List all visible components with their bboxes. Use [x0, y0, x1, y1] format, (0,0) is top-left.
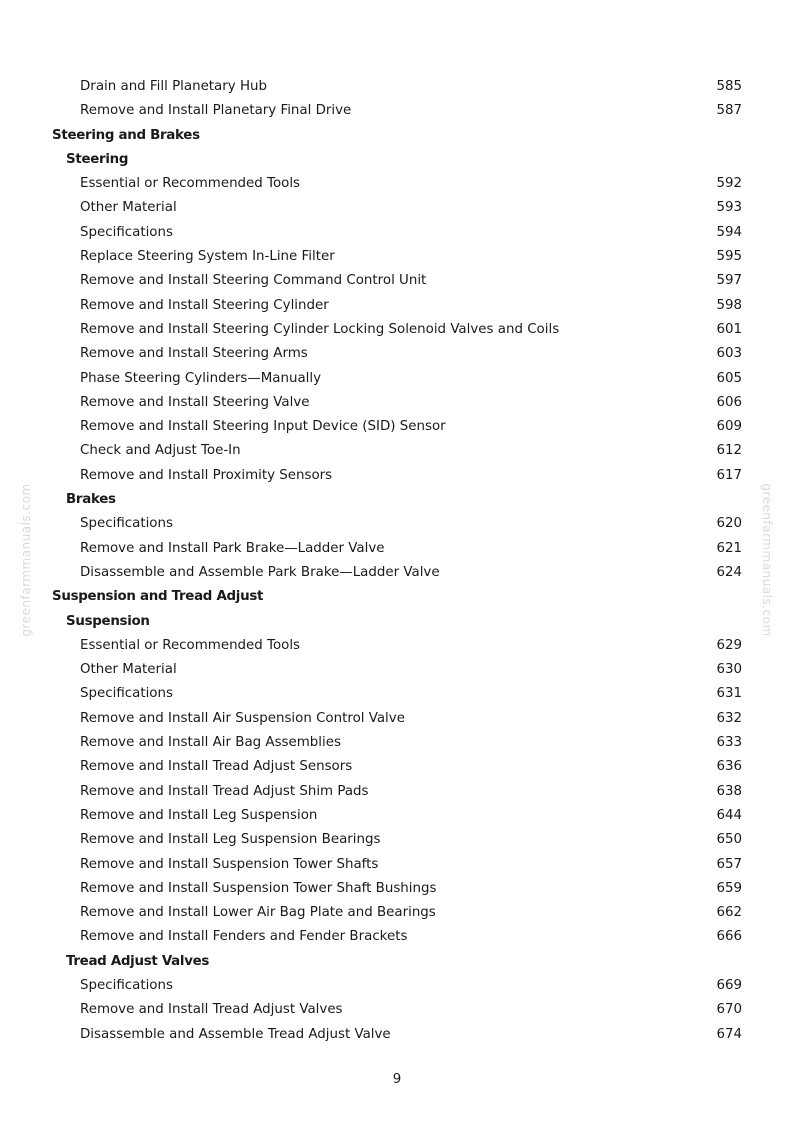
toc-entry-title: Remove and Install Steering Cylinder Locking Solenoid Valves and Coils [80, 321, 560, 337]
toc-entry[interactable] [0, 391, 794, 415]
toc-entry-title: Disassemble and Assemble Park Brake—Ladder Valve [80, 564, 440, 580]
toc-entry-title: Specifications [80, 977, 173, 993]
toc-entry-title: Suspension and Tread Adjust [52, 589, 264, 605]
toc-entry-title: Remove and Install Fenders and Fender Brackets [80, 929, 408, 945]
toc-entry-title: Remove and Install Leg Suspension [80, 807, 318, 823]
toc-entry-page-number: 595 [716, 249, 742, 265]
toc-entry-page-number: 662 [716, 905, 742, 921]
toc-entry[interactable] [0, 901, 794, 925]
toc-entry-title: Remove and Install Planetary Final Drive [80, 103, 352, 119]
toc-entry-title: Specifications [80, 516, 173, 532]
toc-entry[interactable] [0, 342, 794, 366]
toc-entry[interactable] [0, 658, 794, 682]
page-number: 9 [392, 1072, 402, 1087]
toc-entry[interactable] [0, 707, 794, 731]
toc-entry[interactable] [0, 245, 794, 269]
toc-entry-page-number: 666 [716, 929, 742, 945]
toc-entry[interactable] [0, 294, 794, 318]
toc-entry-page-number: 657 [716, 856, 742, 872]
toc-entry-title: Remove and Install Leg Suspension Bearings [80, 832, 381, 848]
toc-entry-page-number: 605 [716, 370, 742, 386]
watermark-right: greenfarmmanuals.com [760, 483, 774, 637]
toc-entry[interactable] [0, 318, 794, 342]
toc-entry-page-number: 620 [716, 516, 742, 532]
toc-entry[interactable] [0, 998, 794, 1022]
toc-entry-title: Remove and Install Proximity Sensors [80, 467, 333, 483]
toc-section-heading [0, 124, 794, 148]
toc-entry[interactable] [0, 537, 794, 561]
toc-entry-title: Remove and Install Suspension Tower Shaft Bushings [80, 880, 437, 896]
table-of-contents [0, 75, 794, 1047]
toc-subsection-heading [0, 148, 794, 172]
toc-entry-page-number: 624 [716, 564, 742, 580]
toc-subsection-heading [0, 950, 794, 974]
toc-entry[interactable] [0, 221, 794, 245]
toc-entry[interactable] [0, 172, 794, 196]
toc-entry-title: Specifications [80, 224, 173, 240]
toc-entry[interactable] [0, 634, 794, 658]
toc-entry-page-number: 617 [716, 467, 742, 483]
toc-entry[interactable] [0, 196, 794, 220]
toc-entry-page-number: 592 [716, 176, 742, 192]
toc-entry[interactable] [0, 974, 794, 998]
toc-entry-title: Suspension [66, 613, 150, 629]
watermark-left: greenfarmmanuals.com [19, 483, 33, 637]
toc-entry-page-number: 612 [716, 443, 742, 459]
toc-entry-page-number: 594 [716, 224, 742, 240]
toc-entry-page-number: 609 [716, 419, 742, 435]
toc-entry-title: Steering and Brakes [52, 127, 200, 143]
toc-entry-page-number: 587 [716, 103, 742, 119]
toc-entry-title: Remove and Install Tread Adjust Shim Pads [80, 783, 369, 799]
toc-entry-page-number: 606 [716, 394, 742, 410]
toc-entry-title: Remove and Install Park Brake—Ladder Valve [80, 540, 385, 556]
toc-entry[interactable] [0, 99, 794, 123]
toc-entry-page-number: 598 [716, 297, 742, 313]
toc-entry-title: Phase Steering Cylinders—Manually [80, 370, 322, 386]
toc-entry-page-number: 670 [716, 1002, 742, 1018]
toc-entry[interactable] [0, 269, 794, 293]
toc-entry-title: Remove and Install Suspension Tower Shafts [80, 856, 379, 872]
toc-entry[interactable] [0, 512, 794, 536]
toc-entry[interactable] [0, 1023, 794, 1047]
toc-entry-page-number: 629 [716, 637, 742, 653]
toc-entry-title: Essential or Recommended Tools [80, 637, 301, 653]
toc-entry-page-number: 603 [716, 346, 742, 362]
toc-entry[interactable] [0, 804, 794, 828]
toc-entry[interactable] [0, 367, 794, 391]
toc-entry-title: Remove and Install Lower Air Bag Plate and Bearings [80, 905, 436, 921]
toc-entry[interactable] [0, 464, 794, 488]
toc-entry-title: Remove and Install Steering Cylinder [80, 297, 329, 313]
toc-entry-page-number: 601 [716, 321, 742, 337]
toc-entry-page-number: 669 [716, 977, 742, 993]
toc-entry-title: Tread Adjust Valves [66, 953, 210, 969]
toc-entry[interactable] [0, 853, 794, 877]
toc-entry-title: Remove and Install Air Suspension Control Valve [80, 710, 405, 726]
toc-entry-title: Other Material [80, 662, 177, 678]
toc-entry[interactable] [0, 682, 794, 706]
toc-entry-page-number: 597 [716, 273, 742, 289]
toc-entry-page-number: 674 [716, 1026, 742, 1042]
toc-entry[interactable] [0, 439, 794, 463]
toc-entry-title: Remove and Install Steering Arms [80, 346, 308, 362]
toc-entry-title: Remove and Install Steering Input Device (SID) Sensor [80, 419, 446, 435]
toc-entry[interactable] [0, 75, 794, 99]
toc-entry-page-number: 632 [716, 710, 742, 726]
toc-section-heading [0, 585, 794, 609]
toc-subsection-heading [0, 610, 794, 634]
toc-entry-page-number: 636 [716, 759, 742, 775]
toc-entry-title: Other Material [80, 200, 177, 216]
toc-entry-title: Remove and Install Tread Adjust Sensors [80, 759, 353, 775]
toc-entry-page-number: 621 [716, 540, 742, 556]
toc-entry-page-number: 585 [716, 79, 742, 94]
toc-entry-page-number: 593 [716, 200, 742, 216]
toc-entry-page-number: 630 [716, 662, 742, 678]
toc-entry[interactable] [0, 731, 794, 755]
toc-entry-title: Check and Adjust Toe-In [80, 443, 241, 459]
toc-entry-title: Drain and Fill Planetary Hub [80, 79, 268, 94]
toc-entry-title: Remove and Install Air Bag Assemblies [80, 735, 341, 751]
toc-entry-title: Brakes [66, 492, 116, 508]
toc-entry-title: Remove and Install Tread Adjust Valves [80, 1002, 343, 1018]
toc-entry[interactable] [0, 925, 794, 949]
toc-entry[interactable] [0, 828, 794, 852]
toc-entry-page-number: 644 [716, 807, 742, 823]
toc-entry-page-number: 633 [716, 735, 742, 751]
toc-entry-title: Steering [66, 151, 129, 167]
toc-entry[interactable] [0, 780, 794, 804]
toc-entry-title: Remove and Install Steering Valve [80, 394, 310, 410]
toc-entry[interactable] [0, 415, 794, 439]
toc-entry-page-number: 650 [716, 832, 742, 848]
toc-entry-title: Essential or Recommended Tools [80, 176, 301, 192]
toc-entry-title: Disassemble and Assemble Tread Adjust Valve [80, 1026, 391, 1042]
toc-entry-page-number: 631 [716, 686, 742, 702]
toc-entry-page-number: 638 [716, 783, 742, 799]
toc-entry-title: Specifications [80, 686, 173, 702]
toc-entry[interactable] [0, 755, 794, 779]
toc-entry-title: Replace Steering System In-Line Filter [80, 249, 335, 265]
toc-entry[interactable] [0, 561, 794, 585]
toc-entry[interactable] [0, 877, 794, 901]
toc-entry-page-number: 659 [716, 880, 742, 896]
toc-entry-title: Remove and Install Steering Command Control Unit [80, 273, 427, 289]
toc-subsection-heading [0, 488, 794, 512]
